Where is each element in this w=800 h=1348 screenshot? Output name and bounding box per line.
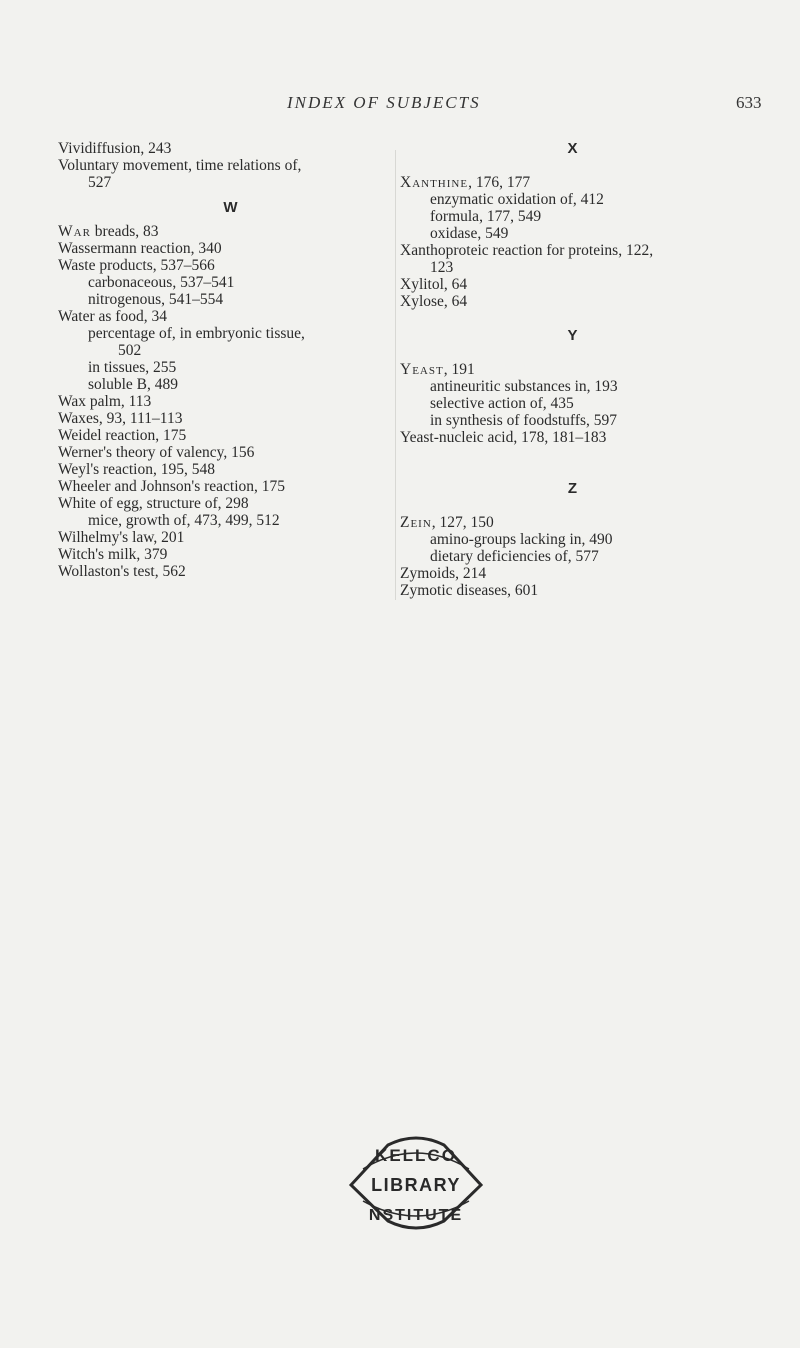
entry-text: antineuritic substances in, 193 bbox=[430, 378, 618, 395]
index-entry bbox=[58, 223, 403, 240]
entry-headword: Zein bbox=[400, 514, 432, 531]
index-subentry bbox=[58, 291, 403, 308]
index-entry bbox=[400, 242, 780, 259]
entry-text: oxidase, 549 bbox=[430, 225, 509, 242]
spacer bbox=[400, 157, 780, 174]
index-entry-continuation bbox=[58, 174, 403, 191]
index-entry bbox=[400, 293, 780, 310]
index-subentry bbox=[400, 225, 780, 242]
index-column-left bbox=[58, 140, 403, 580]
index-entry bbox=[400, 565, 780, 582]
entry-text: enzymatic oxidation of, 412 bbox=[430, 191, 604, 208]
entry-text: formula, 177, 549 bbox=[430, 208, 542, 225]
index-entry bbox=[400, 174, 780, 191]
entry-text: in tissues, 255 bbox=[88, 359, 177, 376]
index-entry-continuation bbox=[58, 342, 403, 359]
entry-text: Wilhelmy's law, 201 bbox=[58, 529, 185, 546]
spacer bbox=[400, 463, 780, 480]
index-entry bbox=[400, 276, 780, 293]
entry-text: Wax palm, 113 bbox=[58, 393, 152, 410]
entry-text: Weyl's reaction, 195, 548 bbox=[58, 461, 215, 478]
entry-text: 502 bbox=[118, 342, 142, 359]
entry-text: Voluntary movement, time relations of, bbox=[58, 157, 302, 174]
index-entry bbox=[58, 308, 403, 325]
entry-headword: Xanthine bbox=[400, 174, 469, 191]
entry-text: Weidel reaction, 175 bbox=[58, 427, 187, 444]
library-stamp bbox=[343, 1133, 489, 1233]
entry-text: carbonaceous, 537–541 bbox=[88, 274, 235, 291]
entry-text: nitrogenous, 541–554 bbox=[88, 291, 224, 308]
index-subentry bbox=[400, 378, 780, 395]
entry-text: Xylose, 64 bbox=[400, 293, 468, 310]
index-subentry bbox=[58, 359, 403, 376]
stamp-top-text: KELLCO bbox=[375, 1146, 457, 1165]
entry-text: soluble B, 489 bbox=[88, 376, 178, 393]
entry-text: Xanthoproteic reaction for proteins, 122, bbox=[400, 242, 654, 259]
column-divider bbox=[395, 150, 396, 600]
entry-text: , 191 bbox=[443, 361, 475, 378]
index-subentry bbox=[400, 208, 780, 225]
index-entry-continuation bbox=[400, 259, 780, 276]
index-entry bbox=[58, 140, 403, 157]
spacer bbox=[400, 310, 780, 327]
index-subentry bbox=[58, 512, 403, 529]
index-subentry bbox=[400, 531, 780, 548]
section-letter: Y bbox=[567, 327, 578, 344]
spacer bbox=[400, 446, 780, 463]
index-entry bbox=[58, 393, 403, 410]
running-title: INDEX OF SUBJECTS bbox=[287, 93, 481, 112]
entry-text: Waste products, 537–566 bbox=[58, 257, 215, 274]
entry-text: mice, growth of, 473, 499, 512 bbox=[88, 512, 280, 529]
entry-text: Vividiffusion, 243 bbox=[58, 140, 172, 157]
entry-text: Wheeler and Johnson's reaction, 175 bbox=[58, 478, 286, 495]
index-entry bbox=[400, 361, 780, 378]
spacer bbox=[400, 344, 780, 361]
entry-text: White of egg, structure of, 298 bbox=[58, 495, 249, 512]
index-entry bbox=[58, 257, 403, 274]
entry-text: breads, 83 bbox=[90, 223, 159, 240]
index-entry bbox=[58, 240, 403, 257]
entry-text: Wollaston's test, 562 bbox=[58, 563, 186, 580]
section-letter: X bbox=[567, 140, 578, 157]
section-letter: W bbox=[223, 199, 238, 216]
index-subentry bbox=[58, 274, 403, 291]
entry-text: Werner's theory of valency, 156 bbox=[58, 444, 255, 461]
entry-text: Wassermann reaction, 340 bbox=[58, 240, 222, 257]
entry-text: Waxes, 93, 111–113 bbox=[58, 410, 183, 427]
index-entry bbox=[58, 461, 403, 478]
entry-text: Yeast-nucleic acid, 178, 181–183 bbox=[400, 429, 607, 446]
entry-text: 527 bbox=[88, 174, 112, 191]
section-letter: Z bbox=[567, 480, 578, 497]
index-entry bbox=[400, 429, 780, 446]
index-entry bbox=[58, 157, 403, 174]
index-entry bbox=[58, 495, 403, 512]
entry-text: percentage of, in embryonic tissue, bbox=[88, 325, 305, 342]
entry-headword: Yeast bbox=[400, 361, 444, 378]
spacer bbox=[400, 497, 780, 514]
stamp-middle-text: LIBRARY bbox=[371, 1175, 461, 1195]
entry-text: Water as food, 34 bbox=[58, 308, 167, 325]
index-entry bbox=[58, 546, 403, 563]
index-entry bbox=[400, 582, 780, 599]
index-entry bbox=[58, 410, 403, 427]
index-entry bbox=[400, 514, 780, 531]
index-subentry bbox=[400, 395, 780, 412]
index-subentry bbox=[400, 191, 780, 208]
entry-text: 123 bbox=[430, 259, 454, 276]
entry-text: Witch's milk, 379 bbox=[58, 546, 168, 563]
entry-text: Zymotic diseases, 601 bbox=[400, 582, 539, 599]
entry-text: selective action of, 435 bbox=[430, 395, 574, 412]
entry-text: dietary deficiencies of, 577 bbox=[430, 548, 599, 565]
entry-text: in synthesis of foodstuffs, 597 bbox=[430, 412, 618, 429]
stamp-bottom-text: NSTITUTE bbox=[368, 1207, 464, 1224]
index-entry bbox=[58, 444, 403, 461]
index-entry bbox=[58, 529, 403, 546]
index-entry bbox=[58, 563, 403, 580]
page-number: 633 bbox=[736, 93, 762, 112]
index-entry bbox=[58, 427, 403, 444]
index-subentry bbox=[58, 325, 403, 342]
index-column-right bbox=[400, 140, 780, 599]
page-header bbox=[0, 93, 800, 113]
index-subentry bbox=[400, 548, 780, 565]
index-entry bbox=[58, 478, 403, 495]
entry-headword: War bbox=[58, 223, 91, 240]
entry-text: , 176, 177 bbox=[468, 174, 531, 191]
entry-text: amino-groups lacking in, 490 bbox=[430, 531, 613, 548]
entry-text: Xylitol, 64 bbox=[400, 276, 468, 293]
entry-text: , 127, 150 bbox=[431, 514, 494, 531]
entry-text: Zymoids, 214 bbox=[400, 565, 487, 582]
index-subentry bbox=[400, 412, 780, 429]
index-subentry bbox=[58, 376, 403, 393]
